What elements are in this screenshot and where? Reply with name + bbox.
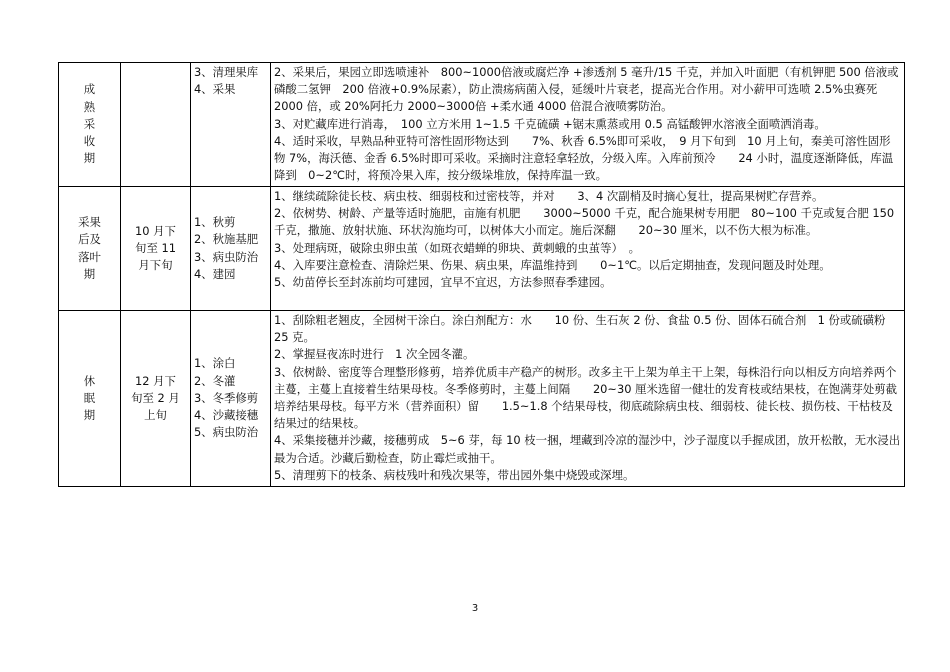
task-item: 4、采果 xyxy=(194,82,236,97)
stage-label-char: 熟 xyxy=(83,99,96,114)
stage-label-char: 期 xyxy=(83,266,96,281)
detail-paragraph: 5、幼苗停长至封冻前均可建园，宜早不宜迟，方法参照春季建园。 xyxy=(274,275,612,290)
period-line: 上旬 xyxy=(144,408,167,423)
detail-paragraph: 2、掌握昼夜冻时进行 1 次全园冬灌。 xyxy=(274,347,475,362)
period-cell xyxy=(121,311,191,487)
stage-label-char: 期 xyxy=(83,408,96,423)
stage-label-char: 后及 xyxy=(78,232,101,247)
detail-paragraph: 1、刮除粗老翘皮，全园树干涂白。涂白剂配方：水 10 份、生石灰 2 份、食盐 0.5 份、固体石硫合剂 1 份或硫磺粉 25 克。 xyxy=(274,313,886,345)
details-cell xyxy=(271,63,905,187)
detail-paragraph: 2、依树势、树龄、产量等适时施肥，亩施有机肥 3000~5000 千克，配合施果树专用肥 80~100 千克或复合肥 150 千克，撒施、放射状施、环状沟施均可，以树体大小而定。施后深翻 20~30 厘米，以不伤大根为标准。 xyxy=(274,206,895,238)
stage-cell xyxy=(59,311,121,487)
task-item: 5、病虫防治 xyxy=(194,425,259,440)
task-item: 1、秋剪 xyxy=(194,215,236,230)
period-line: 旬至 2 月 xyxy=(131,390,180,405)
period-line: 12 月下 xyxy=(135,373,176,388)
stage-label-char: 休 xyxy=(83,373,96,388)
stage-label-char: 采 xyxy=(83,116,96,131)
detail-paragraph: 5、清理剪下的枝条、病枝残叶和残次果等，带出园外集中烧毁或深埋。 xyxy=(274,467,635,482)
stage-cell xyxy=(59,63,121,187)
task-item: 1、涂白 xyxy=(194,356,236,371)
task-item: 3、冬季修剪 xyxy=(194,390,259,405)
stage-cell xyxy=(59,187,121,311)
task-item: 2、冬灌 xyxy=(194,373,236,388)
stage-label-char: 收 xyxy=(83,134,96,149)
period-cell xyxy=(121,187,191,311)
task-item: 2、秋施基肥 xyxy=(194,232,259,247)
details-cell xyxy=(271,311,905,487)
table-row-dormancy xyxy=(59,311,905,487)
stage-label-char: 成 xyxy=(83,82,96,97)
detail-paragraph: 3、处理病斑，破除虫卵虫茧（如斑衣蜡蝉的卵块、黄刺蛾的虫茧等） 。 xyxy=(274,240,641,255)
detail-paragraph: 4、入库要注意检查、清除烂果、伤果、病虫果，库温维持到 0~1℃。以后定期抽查，发现问题及时处理。 xyxy=(274,257,831,272)
stage-label-char: 采果 xyxy=(78,215,101,230)
tasks-cell xyxy=(191,63,271,187)
period-line: 10 月下 xyxy=(135,223,176,238)
management-schedule-table xyxy=(58,62,905,487)
task-item: 3、病虫防治 xyxy=(194,249,259,264)
details-cell xyxy=(271,187,905,311)
detail-paragraph: 4、采集接穗并沙藏，接穗剪成 5~6 芽，每 10 枝一捆，埋藏到冷凉的湿沙中，沙子湿度以手握成团，放开松散，无水浸出最为合适。沙藏后勤检查，防止霉烂或抽干。 xyxy=(274,433,901,465)
period-line: 旬至 11 xyxy=(135,240,176,255)
detail-paragraph: 2、采果后，果园立即选喷速补 800~1000倍液或腐烂净 +渗透剂 5 毫升/15 千克，并加入叶面肥（有机钾肥 500 倍液或磷酸二氢钾 200 倍液+0.9%尿素），防止溃疡病菌入侵，延缓叶片衰老，提高光合作用。对小薪甲可选喷 2.5%虫赛死 2000 倍，或 20%阿托力 2000~3000倍 +柔水通 4000 倍混合液喷雾防治。 xyxy=(274,65,899,114)
page-number: 3 xyxy=(471,603,479,614)
detail-paragraph: 3、对贮藏库进行消毒， 100 立方米用 1~1.5 千克硫磺 +锯末熏蒸或用 0.5 高锰酸钾水溶液全面喷洒消毒。 xyxy=(274,116,826,131)
period-cell xyxy=(121,63,191,187)
stage-label-char: 期 xyxy=(83,151,96,166)
stage-label-char: 落叶 xyxy=(78,249,101,264)
detail-paragraph: 4、适时采收，早熟品种亚特可溶性固形物达到 7%、秋香 6.5%即可采收， 9 月下旬到 10 月上旬，秦美可溶性固形物 7%，海沃德、金香 6.5%时即可采收。采摘时注意轻拿轻放，分级入库。入库前预冷 24 小时，温度逐渐降低，库温降到 0~2℃时，将预冷果入库，按分级垛堆放，保持库温一致。 xyxy=(274,133,894,183)
stage-label-char: 眠 xyxy=(83,390,96,405)
tasks-cell xyxy=(191,311,271,487)
detail-paragraph: 3、依树龄、密度等合理整形修剪，培养优质丰产稳产的树形。改多主干上架为单主干上架，每株沿行向以相反方向培养两个主蔓，主蔓上直接着生结果母枝。冬季修剪时，主蔓上间隔 20~30 厘米选留一健壮的发育枝或结果枝，在饱满芽处剪截培养结果母枝。每平方米（营养面积）留 1.5~1.8 个结果母枝，彻底疏除病虫枝、细弱枝、徒长枝、损伤枝、干枯枝及结果过的结果枝。 xyxy=(274,364,898,431)
period-line: 月下旬 xyxy=(138,258,173,273)
table-row-harvest xyxy=(59,63,905,187)
table-row-postharvest xyxy=(59,187,905,311)
task-item: 3、清理果库 xyxy=(194,65,259,79)
detail-paragraph: 1、继续疏除徒长枝、病虫枝、细弱枝和过密枝等，并对 3、4 次副梢及时摘心复壮，提高果树贮存营养。 xyxy=(274,189,824,203)
task-item: 4、沙藏接穗 xyxy=(194,408,259,423)
tasks-cell xyxy=(191,187,271,311)
task-item: 4、建园 xyxy=(194,266,236,281)
